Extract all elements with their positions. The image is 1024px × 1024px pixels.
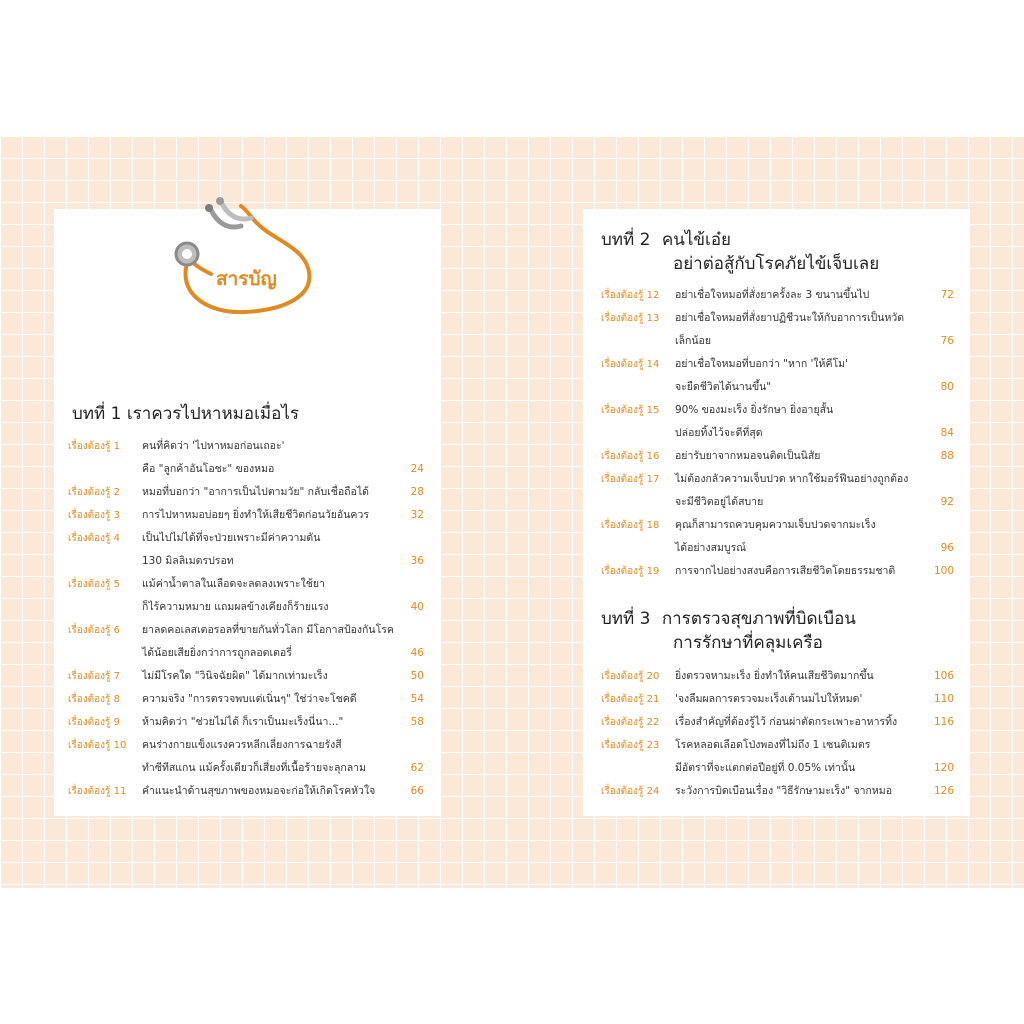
toc-entry-label: เรื่องต้องรู้ 9 [68, 717, 120, 728]
chapter-number: บทที่ 3 [601, 609, 651, 629]
toc-entry [68, 435, 424, 481]
toc-entry-page: 46 [410, 647, 424, 659]
toc-entry-text: จะมีชีวิตอยู่ได้สบาย [675, 496, 764, 508]
toc-entry-label: เรื่องต้องรู้ 6 [68, 625, 120, 636]
toc-entry [68, 665, 424, 688]
toc-entry-label: เรื่องต้องรู้ 2 [68, 487, 120, 498]
toc-entry-text: โรคหลอดเลือดโป่งพองที่ไม่ถึง 1 เซนติเมตร [675, 739, 871, 751]
toc-entry-text: คนที่คิดว่า 'ไปหาหมอก่อนเถอะ' [142, 440, 285, 452]
toc-entry-text: อย่ารับยาจากหมอจนติดเป็นนิสัย [675, 450, 821, 462]
toc-entry-text: คุณก็สามารถควบคุมความเจ็บปวดจากมะเร็ง [675, 519, 876, 531]
chapter-title-line: เราควรไปหาหมอเมื่อไร [126, 404, 300, 424]
toc-entry-page: 76 [940, 335, 954, 347]
toc-entry [601, 445, 954, 468]
toc-entry-page: 120 [933, 762, 954, 774]
toc-entry-page: 84 [940, 427, 954, 439]
toc-entry-label: เรื่องต้องรู้ 4 [68, 533, 120, 544]
toc-entry [68, 619, 424, 665]
toc-entry-label: เรื่องต้องรู้ 23 [601, 740, 660, 751]
toc-entry-text: ปล่อยทิ้งไว้จะดีที่สุด [675, 427, 763, 439]
chapter-title-line: อย่าต่อสู้กับโรคภัยไข้เจ็บเลย [673, 254, 880, 274]
toc-entry-page: 54 [410, 693, 424, 705]
toc-entry-text: มีอัตราที่จะแตกต่อปีอยู่ที่ 0.05% เท่านั้น [675, 762, 856, 774]
toc-entry [601, 688, 954, 711]
toc-entry [68, 688, 424, 711]
toc-entry-text: อย่าเชื่อใจหมอที่สั่งยาครั้งละ 3 ขนานขึ้นไป [675, 289, 870, 301]
toc-entry-text: หมอที่บอกว่า "อาการเป็นไปตามวัย" กลับเชื่อถือได้ [142, 486, 369, 498]
toc-entry-text: เป็นไปไม่ได้ที่จะป่วยเพราะมีค่าความดัน [142, 532, 321, 544]
toc-entry-page: 96 [940, 542, 954, 554]
chapter-number: บทที่ 1 [72, 404, 122, 424]
toc-entry-text: ยาลดคอเลสเตอรอลที่ขายกันทั่วโลก มีโอกาสป้องกันโรค [142, 624, 394, 636]
toc-entry-text: ระวังการบิดเบือนเรื่อง "วิธีรักษามะเร็ง" จากหมอ [675, 785, 893, 797]
toc-entry-page: 40 [410, 601, 424, 613]
toc-entry-label: เรื่องต้องรู้ 18 [601, 520, 660, 531]
toc-entry-page: 32 [410, 509, 424, 521]
toc-entry [68, 711, 424, 734]
toc-entry-text: 130 มิลลิเมตรปรอท [142, 555, 234, 567]
toc-entry-text: ยิ่งตรวจหามะเร็ง ยิ่งทำให้คนเสียชีวิตมากขึ้น [675, 670, 874, 682]
toc-entry-page: 66 [410, 785, 424, 797]
toc-entry-label: เรื่องต้องรู้ 17 [601, 474, 660, 485]
toc-entry [601, 734, 954, 780]
toc-entry-text: ได้อย่างสมบูรณ์ [675, 542, 746, 554]
toc-entry-label: เรื่องต้องรู้ 7 [68, 671, 120, 682]
toc-entry [601, 468, 954, 514]
toc-entry-label: เรื่องต้องรู้ 1 [68, 441, 120, 452]
toc-entry-label: เรื่องต้องรู้ 19 [601, 566, 660, 577]
toc-entry [601, 711, 954, 734]
toc-entry-page: 80 [940, 381, 954, 393]
toc-entry [68, 734, 424, 780]
toc-entry [601, 514, 954, 560]
toc-entry-label: เรื่องต้องรู้ 12 [601, 290, 660, 301]
toc-entry [601, 284, 954, 307]
toc-entry-text: คำแนะนำด้านสุขภาพของหมอจะก่อให้เกิดโรคหัวใจ [142, 785, 376, 797]
toc-entry-label: เรื่องต้องรู้ 14 [601, 359, 660, 370]
toc-entry-text: 90% ของมะเร็ง ยิ่งรักษา ยิ่งอายุสั้น [675, 404, 834, 416]
toc-entry-label: เรื่องต้องรู้ 24 [601, 786, 660, 797]
toc-entry-label: เรื่องต้องรู้ 20 [601, 671, 660, 682]
toc-entry-label: เรื่องต้องรู้ 22 [601, 717, 660, 728]
toc-entry-label: เรื่องต้องรู้ 3 [68, 510, 120, 521]
chapter-2-heading [601, 228, 879, 276]
toc-entry-label: เรื่องต้องรู้ 16 [601, 451, 660, 462]
toc-entry-text: ได้น้อยเสียยิ่งกว่าการถูกลอตเตอรี่ [142, 647, 292, 659]
toc-entry [68, 481, 424, 504]
toc-entry-page: 116 [933, 716, 954, 728]
toc-entry [68, 573, 424, 619]
toc-title: สารบัญ [216, 268, 277, 290]
chapter-title-line: การตรวจสุขภาพที่บิดเบือน [661, 609, 856, 629]
toc-entry-label: เรื่องต้องรู้ 5 [68, 579, 120, 590]
toc-entry [601, 307, 954, 353]
toc-entry-page: 110 [933, 693, 954, 705]
toc-entry-page: 126 [933, 785, 954, 797]
toc-entry [68, 504, 424, 527]
toc-entry-text: ไม่มีโรคใด "วินิจฉัยผิด" ได้มากเท่ามะเร็ง [142, 670, 328, 682]
toc-entry-page: 36 [410, 555, 424, 567]
toc-entry-page: 92 [940, 496, 954, 508]
toc-entry-text: อย่าเชื่อใจหมอที่สั่งยาปฏิชีวนะให้กับอาการเป็นหวัด [675, 312, 905, 324]
toc-entry-page: 72 [940, 289, 954, 301]
toc-entry-text: แม้ค่าน้ำตาลในเลือดจะลดลงเพราะใช้ยา [142, 578, 325, 590]
chapter-3-heading [601, 607, 856, 655]
toc-entry-text: 'จงลืมผลการตรวจมะเร็งเต้านมไปให้หมด' [675, 693, 863, 705]
toc-entry-text: คือ "ลูกค้าอันโอชะ" ของหมอ [142, 463, 275, 475]
toc-entry-label: เรื่องต้องรู้ 10 [68, 740, 127, 751]
toc-entry-text: การไปหาหมอบ่อยๆ ยิ่งทำให้เสียชีวิตก่อนวัยอันควร [142, 509, 369, 521]
toc-entry-page: 28 [410, 486, 424, 498]
toc-entry-text: ก็ไร้ความหมาย แถมผลข้างเคียงก็ร้ายแรง [142, 601, 329, 613]
toc-entry-page: 24 [410, 463, 424, 475]
toc-entry-text: ความจริง "การตรวจพบแต่เนิ่นๆ" ใช่ว่าจะโชคดี [142, 693, 357, 705]
stethoscope-icon [165, 196, 325, 321]
chapter-title-line: คนไข้เอ๋ย [661, 230, 731, 250]
toc-entry-label: เรื่องต้องรู้ 11 [68, 786, 127, 797]
toc-entry [601, 399, 954, 445]
toc-entry [68, 780, 424, 803]
chapter-number: บทที่ 2 [601, 230, 651, 250]
toc-entry-page: 88 [940, 450, 954, 462]
toc-entry [601, 780, 954, 803]
toc-entry-text: การจากไปอย่างสงบคือการเสียชีวิตโดยธรรมชาติ [675, 565, 896, 577]
chapter-1-heading [72, 402, 299, 426]
toc-entry-page: 58 [410, 716, 424, 728]
toc-entry-page: 50 [410, 670, 424, 682]
toc-entry-text: อย่าเชื่อใจหมอที่บอกว่า "หาก 'ให้คีโม' [675, 358, 848, 370]
toc-entry-label: เรื่องต้องรู้ 8 [68, 694, 120, 705]
toc-entry-page: 106 [933, 670, 954, 682]
toc-entry-text: ไม่ต้องกลัวความเจ็บปวด หากใช้มอร์ฟีนอย่างถูกต้อง [675, 473, 909, 485]
toc-entry-text: คนร่างกายแข็งแรงควรหลีกเลี่ยงการฉายรังสี [142, 739, 342, 751]
toc-entry [601, 353, 954, 399]
toc-entry-page: 100 [933, 565, 954, 577]
toc-entry-text: ห้ามคิดว่า "ช่วยไม่ได้ ก็เราเป็นมะเร็งนี่นา..." [142, 716, 344, 728]
toc-entry-label: เรื่องต้องรู้ 15 [601, 405, 660, 416]
toc-entry-label: เรื่องต้องรู้ 13 [601, 313, 660, 324]
toc-entry-text: ทำซีทีสแกน แม้ครั้งเดียวก็เสี่ยงที่เนื้อร้ายจะลุกลาม [142, 762, 367, 774]
toc-entry-text: จะยืดชีวิตได้นานขึ้น" [675, 381, 772, 393]
toc-entry-label: เรื่องต้องรู้ 21 [601, 694, 660, 705]
toc-entry-page: 62 [410, 762, 424, 774]
toc-entry [601, 665, 954, 688]
toc-entry [601, 560, 954, 583]
toc-entry [68, 527, 424, 573]
toc-entry-text: เล็กน้อย [675, 335, 712, 347]
chapter-title-line: การรักษาที่คลุมเครือ [673, 633, 823, 653]
toc-entry-text: เรื่องสำคัญที่ต้องรู้ไว้ ก่อนผ่าตัดกระเพาะอาหารทิ้ง [675, 716, 898, 728]
